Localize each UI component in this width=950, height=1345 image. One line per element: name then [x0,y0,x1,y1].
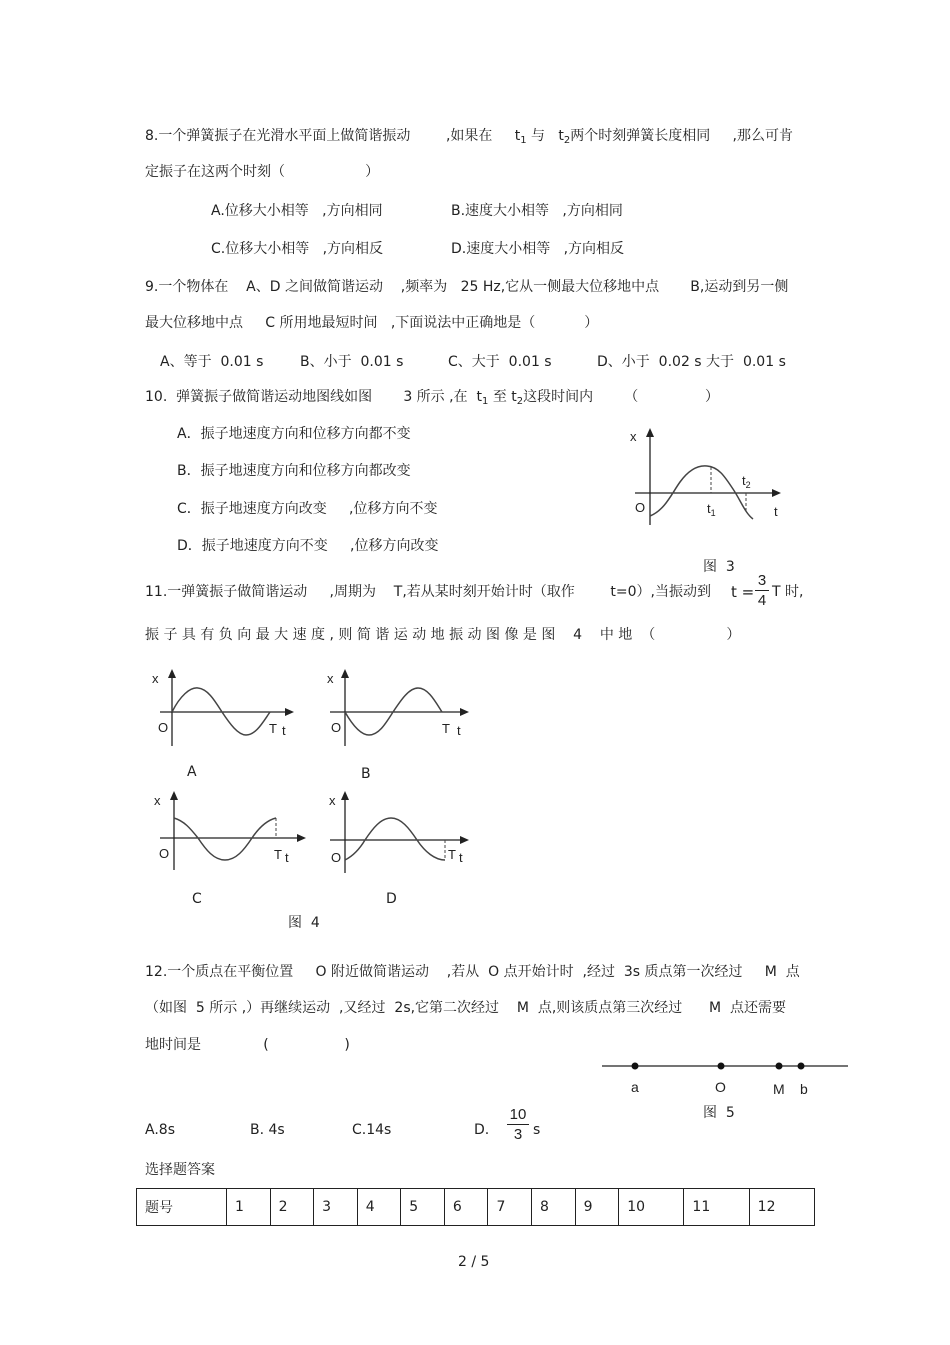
q11-line2: 振 子 具 有 负 向 最 大 速 度 , 则 简 谐 运 动 地 振 动 图 像 是 图 4 中 地 （ ） [145,627,741,643]
fig4-label-b: B [361,766,371,782]
fig4-label-c: C [192,891,202,907]
answer-cell-5[interactable]: 5 [401,1189,445,1226]
fig4b-T-label: T [442,721,450,736]
fig4b-x-label: x [327,671,334,686]
figure-4-caption: 图 4 [288,915,320,931]
q12-line2: （如图 5 所示 ,）再继续运动 ,又经过 2s,它第二次经过 M 点,则该质点第三次经过 M 点还需要 [145,1000,786,1016]
fig5-label-a: a [631,1079,639,1095]
fig4a-x-label: x [152,671,159,686]
fig4d-T-label: T [448,847,456,862]
figure-4-graph-d [325,788,475,878]
q8-option-d: D.速度大小相等 ,方向相反 [451,241,625,257]
q8-line1: 8.一个弹簧振子在光滑水平面上做简谐振动 ,如果在 $t_1$ 与 $t_2$两个时刻弹簧长度相同 ,那么可肯 [145,128,793,146]
q9-option-a: A、等于 0.01 s [160,354,264,370]
fig4a-origin-label: O [158,720,169,735]
point-m [776,1063,783,1070]
q12-line1: 12.一个质点在平衡位置 O 附近做简谐运动 ,若从 O 点开始计时 ,经过 3s 质点第一次经过 M 点 [145,964,800,980]
answer-cell-3[interactable]: 3 [314,1189,358,1226]
figure-4-graph-b [325,666,475,751]
fig3-origin-label: O [635,500,646,515]
q11-line1-b: T 时, [772,584,804,600]
fig4b-origin-label: O [331,720,342,735]
answer-cell-12[interactable]: 12 [749,1189,814,1226]
q9-option-c: C、大于 0.01 s [448,354,552,370]
q11-fraction: 3 4 [755,572,769,609]
q12-option-d-fraction: 10 3 [507,1106,529,1143]
fig3-t1-label: $t_1$ [707,501,716,518]
fig4c-t-label: t [285,850,289,865]
point-o [718,1063,725,1070]
fig4c-x-label: x [154,793,161,808]
fig3-x-label: x [630,429,637,444]
figure-5-line [600,1056,850,1101]
figure-4-graph-a [150,666,300,751]
q11-line1-a: 11.一弹簧振子做简谐运动 ,周期为 T,若从某时刻开始计时（取作 t=0）,当振动到 [145,584,711,600]
fig3-t2-label: $t_2$ [742,473,751,490]
q12-option-d-unit: s [533,1122,541,1138]
q12-line3: 地时间是 ( ) [145,1037,350,1053]
answer-table-row [137,1189,815,1226]
fig4-label-a: A [187,764,197,780]
answer-cell-2[interactable]: 2 [270,1189,314,1226]
answer-cell-1[interactable]: 1 [226,1189,270,1226]
q11-t-equals: t = [731,583,755,601]
answer-cell-11[interactable]: 11 [684,1189,749,1226]
q9-line2: 最大位移地中点 C 所用地最短时间 ,下面说法中正确地是（ ） [145,315,599,331]
answer-cell-7[interactable]: 7 [488,1189,532,1226]
q8-line2: 定振子在这两个时刻（ ） [145,164,380,180]
q8-option-b: B.速度大小相等 ,方向相同 [451,203,623,219]
fig4d-t-label: t [459,850,463,865]
q12-option-c: C.14s [352,1122,392,1138]
q8-option-a: A.位移大小相等 ,方向相同 [211,203,383,219]
q10-line1: 10. 弹簧振子做简谐运动地图线如图 3 所示 ,在 $t_1$ 至 $t_2$这段时间内 （ ） [145,389,720,407]
fig4d-x-label: x [329,793,336,808]
q12-option-a: A.8s [145,1122,175,1138]
answer-cell-10[interactable]: 10 [619,1189,684,1226]
answer-cell-4[interactable]: 4 [357,1189,401,1226]
q9-line1: 9.一个物体在 A、D 之间做简谐运动 ,频率为 25 Hz,它从一侧最大位移地中点 B,运动到另一侧 [145,279,789,295]
fig4a-T-label: T [269,721,277,736]
fig5-label-b: b [800,1081,808,1097]
q8-option-c: C.位移大小相等 ,方向相反 [211,241,384,257]
q10-option-a: A．振子地速度方向和位移方向都不变 [177,426,411,442]
answer-cell-8[interactable]: 8 [532,1189,576,1226]
q10-option-c: C．振子地速度方向改变 ,位移方向不变 [177,501,438,517]
answer-cell-9[interactable]: 9 [575,1189,619,1226]
q12-option-d: D. [474,1122,490,1138]
q12-option-b: B. 4s [250,1122,285,1138]
q9-option-d: D、小于 0.02 s 大于 0.01 s [597,354,786,370]
figure-3-graph [625,425,795,530]
q10-option-b: B．振子地速度方向和位移方向都改变 [177,463,411,479]
fig4d-origin-label: O [331,850,342,865]
page-number: 2 / 5 [458,1254,490,1270]
fig4a-t-label: t [282,723,286,738]
figure-5-caption: 图 5 [703,1105,735,1121]
fig4-label-d: D [386,891,397,907]
answer-table [136,1188,815,1226]
fig3-t-label: t [774,504,778,519]
fig5-label-o: O [715,1079,726,1095]
q9-option-b: B、小于 0.01 s [300,354,404,370]
fig4c-origin-label: O [159,846,170,861]
fig5-label-m: M [773,1081,785,1097]
fig4b-t-label: t [457,723,461,738]
fig4c-T-label: T [274,847,282,862]
answer-cell-header: 题号 [137,1189,227,1226]
q10-option-d: D．振子地速度方向不变 ,位移方向改变 [177,538,439,554]
answer-cell-6[interactable]: 6 [444,1189,488,1226]
answer-table-title: 选择题答案 [145,1162,215,1178]
point-b [798,1063,805,1070]
figure-3-caption: 图 3 [703,559,735,575]
figure-4-graph-c [150,788,310,873]
point-a [632,1063,639,1070]
